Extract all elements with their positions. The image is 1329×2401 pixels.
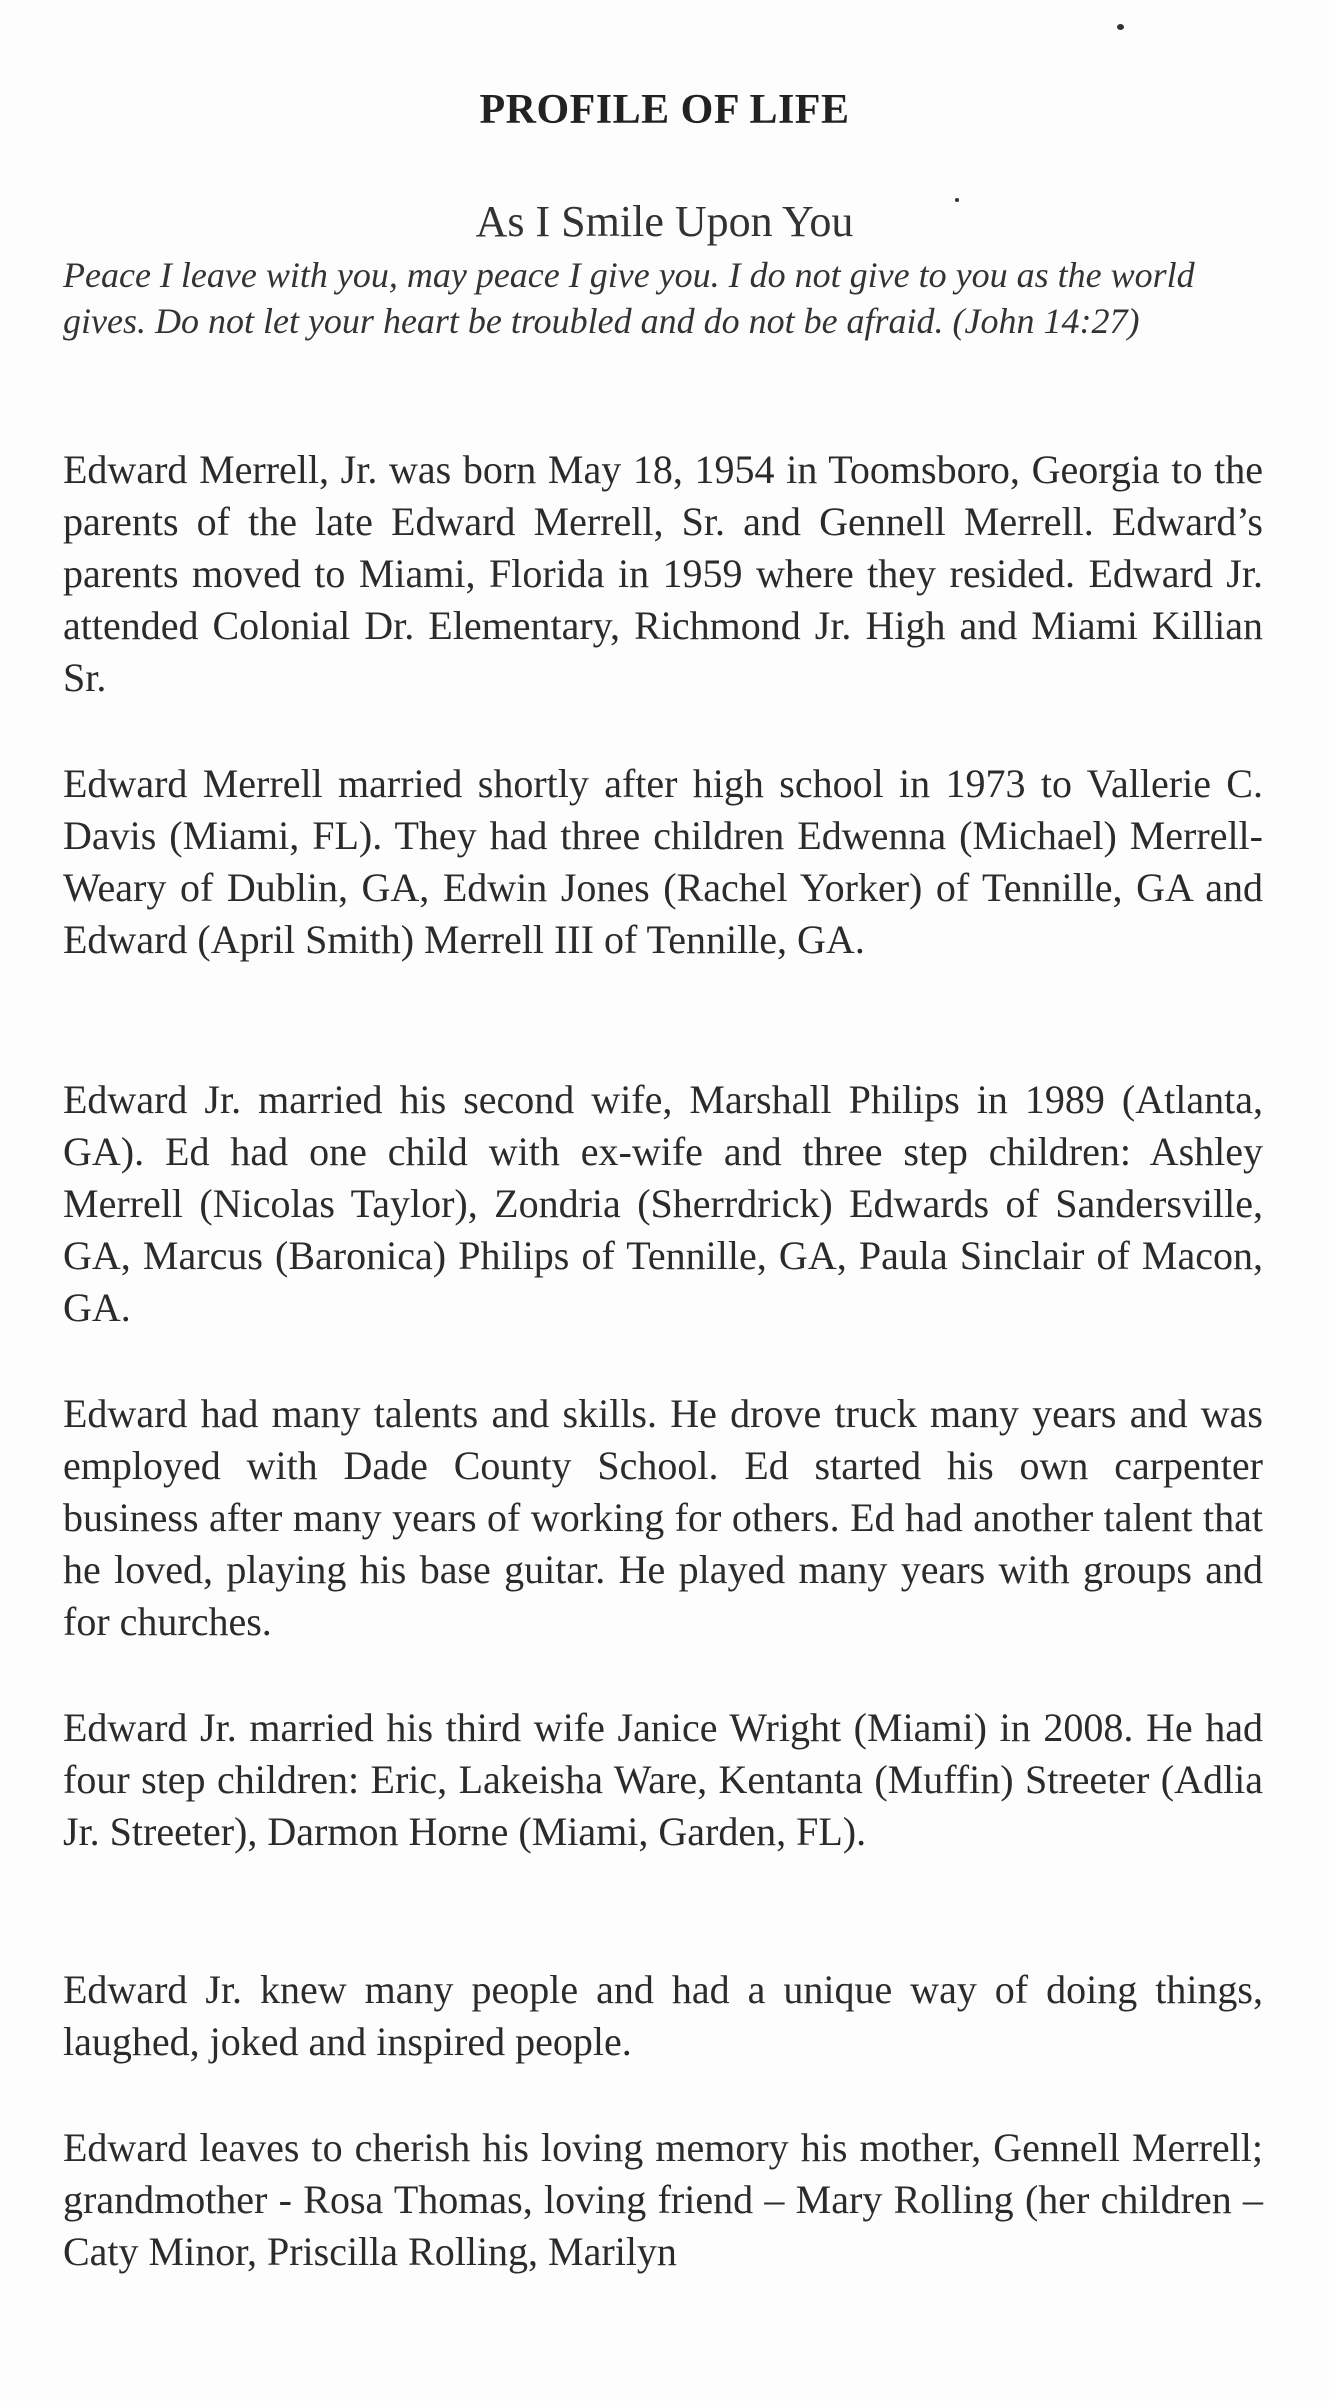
scan-speck bbox=[1117, 24, 1124, 30]
scan-speck bbox=[955, 198, 959, 202]
paragraph-second-marriage: Edward Jr. married his second wife, Marshall Philips in 1989 (Atlanta, GA). Ed had one child with ex-wife and three step children: Ashley Merrell (Nicolas Taylor), Zondria (Sherrdrick) Edwards of Sandersville, GA, Marcus (Baronica) Philips of Tennille, GA, Paula Sinclair of Macon, GA. bbox=[63, 1077, 1263, 1330]
paragraph-talents: Edward had many talents and skills. He drove truck many years and was employed with Dade County School. Ed started his own carpenter business after many years of working for others. Ed had another talent that he loved, playing his base guitar. He played many years with groups and for churches. bbox=[63, 1391, 1263, 1644]
paragraph-character: Edward Jr. knew many people and had a unique way of doing things, laughed, joked and inspired people. bbox=[63, 1967, 1263, 2064]
subtitle: As I Smile Upon You bbox=[475, 197, 854, 246]
page-title: PROFILE OF LIFE bbox=[479, 87, 850, 133]
paragraph-survivors: Edward leaves to cherish his loving memory his mother, Gennell Merrell; grandmother - Rosa Thomas, loving friend – Mary Rolling (her children – Caty Minor, Priscilla Rolling, Marilyn bbox=[63, 2125, 1263, 2274]
paragraph-birth: Edward Merrell, Jr. was born May 18, 1954 in Toomsboro, Georgia to the parents of the late Edward Merrell, Sr. and Gennell Merrell. Edward’s parents moved to Miami, Florida in 1959 where they resided. Edward Jr. attended Colonial Dr. Elementary, Richmond Jr. High and Miami Killian Sr. bbox=[63, 447, 1263, 700]
paragraph-third-marriage: Edward Jr. married his third wife Janice Wright (Miami) in 2008. He had four step children: Eric, Lakeisha Ware, Kentanta (Muffin) Streeter (Adlia Jr. Streeter), Darmon Horne (Miami, Garden, FL). bbox=[63, 1705, 1263, 1854]
scripture-verse: Peace I leave with you, may peace I give you. I do not give to you as the world gives. Do not let your heart be troubled and do not be afraid. (John 14:27) bbox=[63, 255, 1195, 341]
paragraph-first-marriage: Edward Merrell married shortly after high school in 1973 to Vallerie C. Davis (Miami, FL). They had three children Edwenna (Michael) Merrell-Weary of Dublin, GA, Edwin Jones (Rachel Yorker) of Tennille, GA and Edward (April Smith) Merrell III of Tennille, GA. bbox=[63, 761, 1263, 962]
